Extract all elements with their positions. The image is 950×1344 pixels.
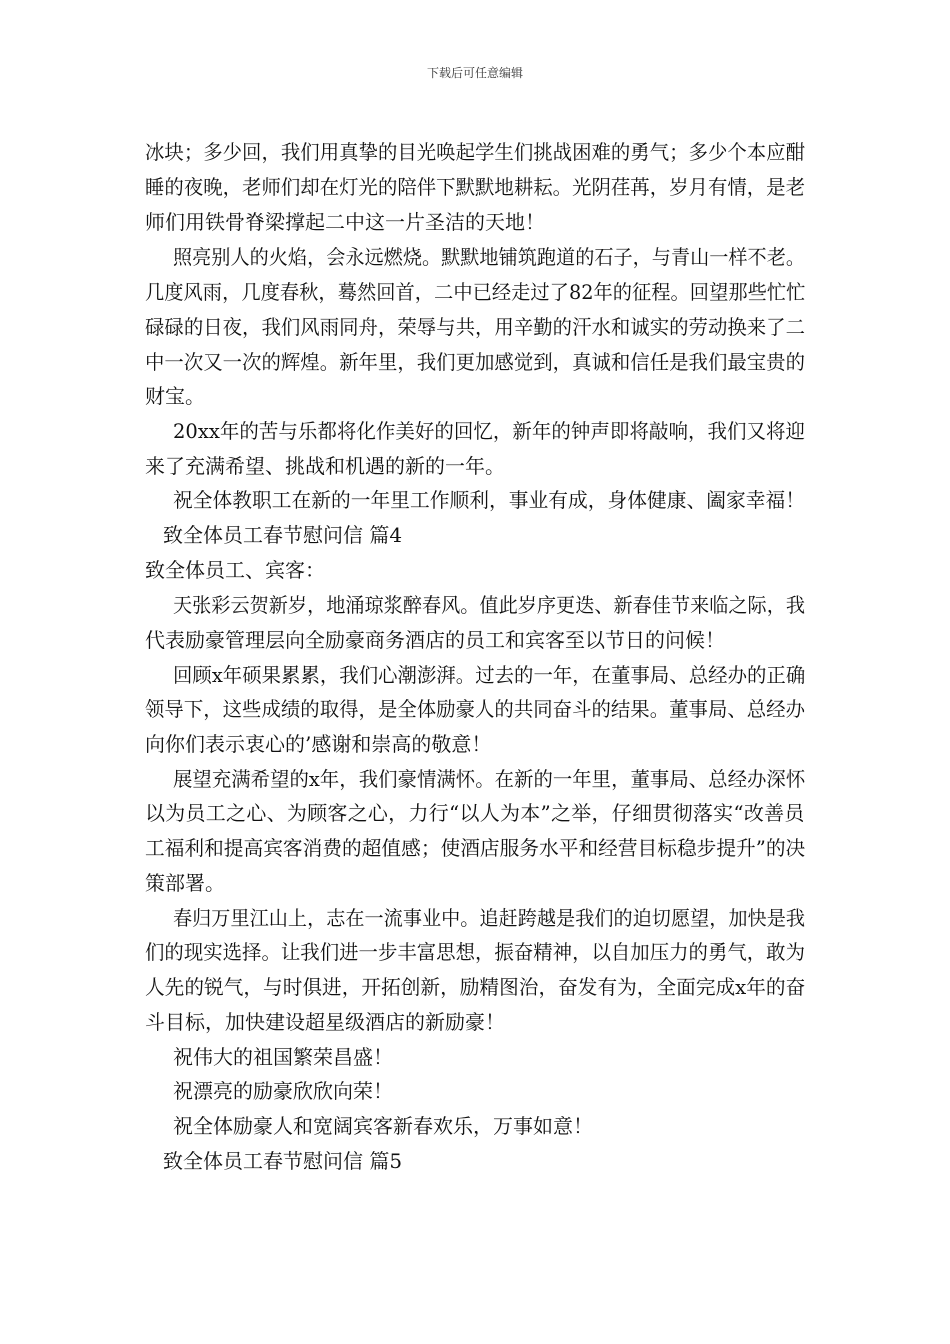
text-line: 师们用铁骨脊梁撑起二中这一片圣洁的天地！ — [145, 210, 545, 234]
text-line: 斗目标，加快建设超星级酒店的新励豪！ — [145, 1010, 505, 1034]
text-line: 以为员工之心、为顾客之心，力行“以人为本”之举，仔细贯彻落实“改善员 — [145, 801, 805, 825]
page-header: 下载后可任意编辑 — [426, 66, 523, 80]
text-line: 祝全体励豪人和宽阔宾客新春欢乐，万事如意！ — [173, 1114, 593, 1138]
text-line: 20xx年的苦与乐都将化作美好的回忆，新年的钟声即将敲响，我们又将迎 — [173, 419, 806, 443]
text-line: 领导下，这些成绩的取得，是全体励豪人的共同奋斗的结果。董事局、总经办 — [145, 697, 806, 721]
text-line: 照亮别人的火焰，会永远燃烧。默默地铺筑跑道的石子，与青山一样不老。 — [173, 245, 806, 269]
text-line: 祝全体教职工在新的一年里工作顺利，事业有成，身体健康、阖家幸福！ — [173, 488, 805, 512]
text-line: 冰块；多少回，我们用真挚的目光唤起学生们挑战困难的勇气；多少个本应酣 — [145, 140, 806, 164]
text-line: 向你们表示衷心的’感谢和崇高的敬意！ — [145, 732, 492, 756]
text-line: 睡的夜晚，老师们却在灯光的陪伴下默默地耕耘。光阴荏苒，岁月有情，是老 — [145, 175, 806, 199]
text-line: 工福利和提高宾客消费的超值感；使酒店服务水平和经营目标稳步提升”的决 — [145, 836, 806, 860]
text-line: 几度风雨，几度春秋，蓦然回首，二中已经走过了82年的征程。回望那些忙忙 — [145, 280, 806, 304]
text-line: 策部署。 — [145, 871, 225, 895]
text-line: 财宝。 — [145, 384, 205, 408]
text-line: 来了充满希望、挑战和机遇的新的一年。 — [145, 454, 505, 478]
section-heading: 致全体员工春节慰问信 篇4 — [163, 523, 403, 547]
text-line: 代表励豪管理层向全励豪商务酒店的员工和宾客至以节日的问候！ — [145, 628, 725, 652]
text-line: 碌碌的日夜，我们风雨同舟，荣辱与共，用辛勤的汗水和诚实的劳动换来了二 — [145, 315, 806, 339]
text-line: 人先的锐气，与时俱进，开拓创新，励精图治，奋发有为，全面完成x年的奋 — [145, 975, 806, 999]
text-line: 展望充满希望的x年，我们豪情满怀。在新的一年里，董事局、总经办深怀 — [173, 767, 806, 791]
text-line: 们的现实选择。让我们进一步丰富思想，振奋精神，以自加压力的勇气，敢为 — [145, 940, 806, 964]
section-heading: 致全体员工春节慰问信 篇5 — [163, 1149, 403, 1173]
text-line: 天张彩云贺新岁，地涌琼浆醉春风。值此岁序更迭、新春佳节来临之际，我 — [173, 593, 806, 617]
text-line: 祝漂亮的励豪欣欣向荣！ — [173, 1079, 393, 1103]
text-line: 回顾x年硕果累累，我们心潮澎湃。过去的一年，在董事局、总经办的正确 — [173, 663, 806, 687]
salutation: 致全体员工、宾客： — [145, 558, 325, 582]
text-line: 中一次又一次的辉煌。新年里，我们更加感觉到，真诚和信任是我们最宝贵的 — [145, 350, 806, 374]
text-line: 祝伟大的祖国繁荣昌盛！ — [173, 1045, 393, 1069]
text-line: 春归万里江山上，志在一流事业中。追赶跨越是我们的迫切愿望，加快是我 — [173, 906, 806, 930]
